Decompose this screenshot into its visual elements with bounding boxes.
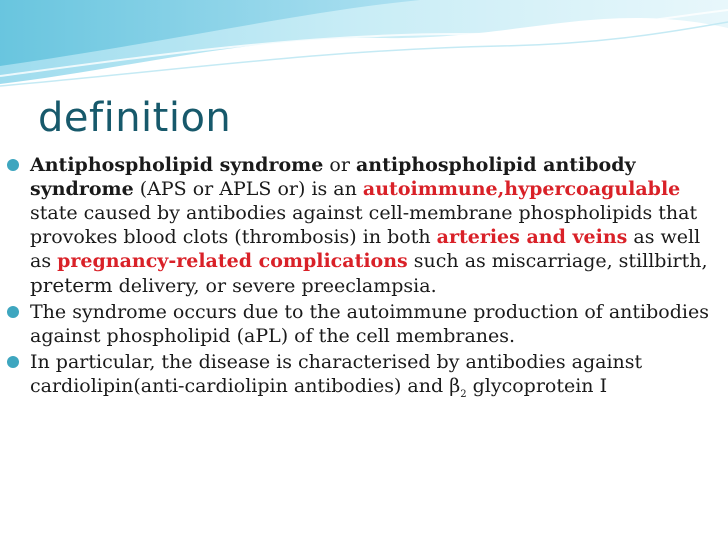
highlighted-term: autoimmune,hypercoagulable: [362, 178, 681, 200]
highlighted-term: pregnancy-related complications: [57, 250, 408, 272]
text-run: as well as: [30, 226, 701, 272]
text-run: In particular, the disease is characterised by antibodies against cardiolipin(anti-cardiolipin antibodies) and β: [30, 351, 643, 397]
highlighted-term: arteries and veins: [436, 226, 628, 248]
bullet-item: [4, 300, 719, 348]
bold-term: Antiphospholipid syndrome: [30, 154, 324, 176]
text-run: glycoprotein I: [466, 375, 608, 397]
bullet-dot-icon: [7, 356, 19, 368]
text-run: preterm: [30, 273, 113, 297]
text-run: delivery, or severe preeclampsia.: [112, 275, 437, 297]
wave-banner: [0, 0, 728, 90]
bullet-item: [4, 350, 719, 407]
text-run: The syndrome occurs due to the autoimmune production of antibodies against phospholipid (aPL) of the cell membranes.: [30, 301, 709, 347]
bullet-dot-icon: [7, 306, 19, 318]
bullet-item: [4, 153, 719, 298]
bullet-dot-icon: [7, 159, 19, 171]
text-run: (APS or APLS or) is an: [133, 178, 363, 200]
text-run: such as miscarriage, stillbirth,: [407, 250, 708, 272]
bullet-list: [4, 153, 719, 409]
bold-term: antiphospholipid antibody syndrome: [30, 154, 636, 200]
slide-title: definition: [38, 95, 232, 141]
text-run: state caused by antibodies against cell-membrane phospholipids that provokes blood clots (thrombosis) in both: [30, 202, 698, 248]
text-run: 2: [460, 388, 467, 400]
text-run: or: [323, 154, 356, 176]
